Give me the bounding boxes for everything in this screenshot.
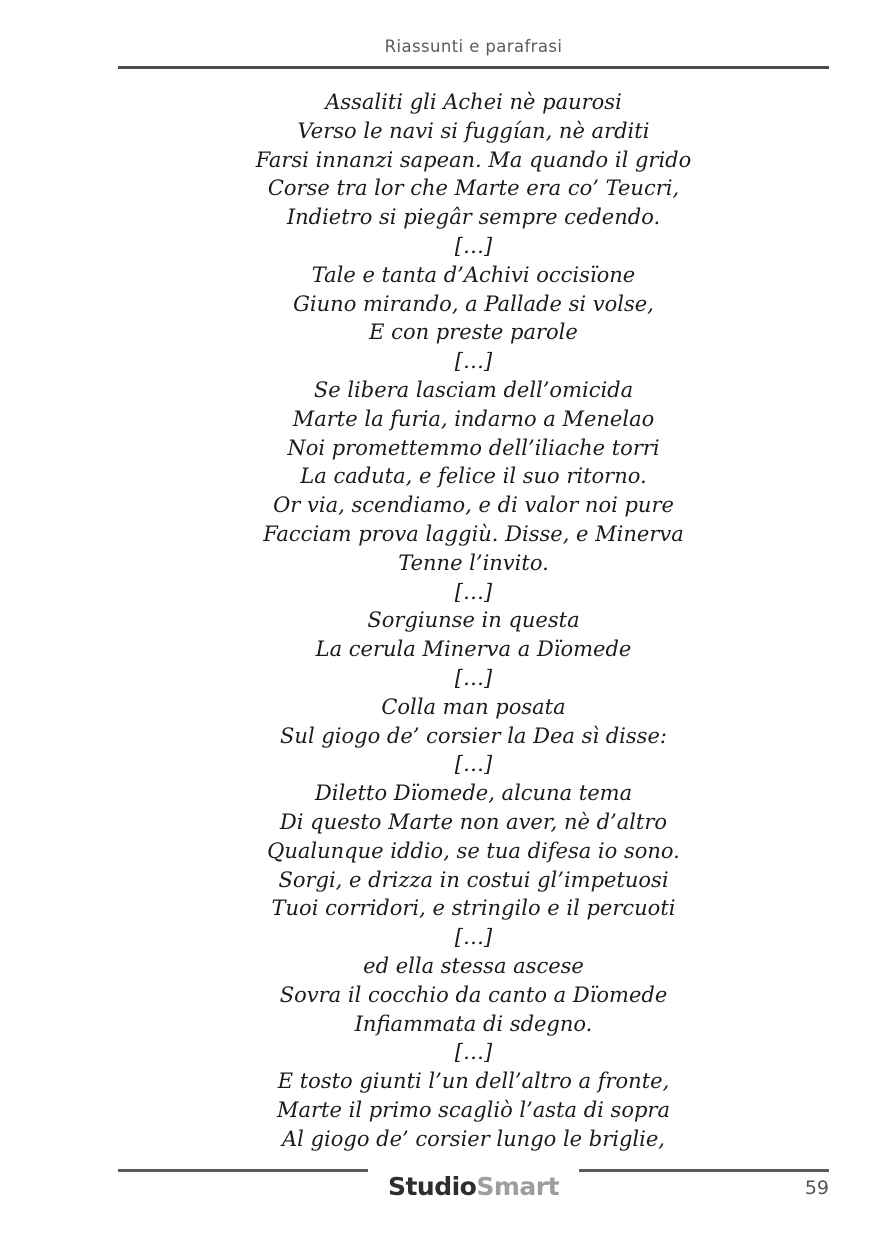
poem-line: […] — [454, 233, 493, 258]
poem-line: Se libera lasciam dell’omicida — [313, 377, 634, 402]
poem-line: Or via, scendiamo, e di valor noi pure — [273, 493, 674, 518]
poem-line: […] — [454, 925, 493, 950]
poem-line: La caduta, e felice il suo ritorno. — [300, 464, 647, 489]
poem-line: Sorgi, e drizza in costui gl’impetuosi — [278, 867, 669, 892]
poem-line: Tale e tanta d’Achivi occisïone — [311, 262, 636, 287]
poem-line: Di questo Marte non aver, nè d’altro — [279, 809, 668, 834]
page-number: 59 — [804, 1177, 829, 1199]
poem-line: Tenne l’invito. — [398, 550, 549, 575]
footer — [118, 1167, 829, 1199]
poem-line: Sul giogo de’ corsier la Dea sì disse: — [280, 723, 667, 748]
poem-line: Sorgiunse in questa — [367, 608, 580, 633]
header-title: Riassunti e parafrasi — [384, 37, 563, 56]
poem-line: ed ella stessa ascese — [363, 953, 584, 978]
logo-studio: Studio — [387, 1172, 477, 1201]
poem-line: Qualunque iddio, se tua difesa io sono. — [267, 838, 680, 863]
poem-line: Al giogo de’ corsier lungo le briglie, — [282, 1126, 665, 1151]
poem-line: E con preste parole — [369, 320, 578, 345]
poem-line: Noi promettemmo dell’iliache torri — [287, 435, 660, 460]
footer-rule-right — [579, 1169, 829, 1172]
poem-line: Infiammata di sdegno. — [354, 1011, 593, 1036]
poem-line: Sovra il cocchio da canto a Dïomede — [279, 982, 668, 1007]
poem-line: Tuoi corridori, e stringilo e il percuoti — [271, 896, 676, 921]
poem-line: Marte la furia, indarno a Menelao — [292, 406, 655, 431]
poem-line: E tosto giunti l’un dell’altro a fronte, — [277, 1069, 670, 1094]
poem-line: Colla man posata — [381, 694, 566, 719]
poem-line: Verso le navi si fuggían, nè arditi — [297, 118, 650, 143]
poem-line: […] — [454, 752, 493, 777]
poem-line: […] — [454, 349, 493, 374]
poem-line: Giuno mirando, a Pallade si volse, — [293, 291, 654, 316]
poem-line: Assaliti gli Achei nè paurosi — [325, 90, 622, 114]
poem-line: […] — [454, 1040, 493, 1065]
poem — [118, 88, 829, 1153]
poem-line: Marte il primo scagliò l’asta di sopra — [277, 1097, 670, 1122]
footer-rule-left — [118, 1169, 368, 1172]
poem-line: Diletto Dïomede, alcuna tema — [314, 781, 633, 806]
poem-line: Farsi innanzi sapean. Ma quando il grido — [255, 147, 692, 172]
poem-line: […] — [454, 579, 493, 604]
poem-line: Corse tra lor che Marte era co’ Teucri, — [267, 176, 680, 201]
poem-line: Indietro si piegâr sempre cedendo. — [286, 205, 661, 230]
header-rule — [118, 66, 829, 69]
poem-line: Facciam prova laggiù. Disse, e Minerva — [263, 521, 684, 546]
poem-line: […] — [454, 665, 493, 690]
logo-smart: Smart — [476, 1172, 560, 1201]
footer-logo — [368, 1174, 579, 1199]
poem-line: La cerula Minerva a Dïomede — [315, 637, 632, 662]
